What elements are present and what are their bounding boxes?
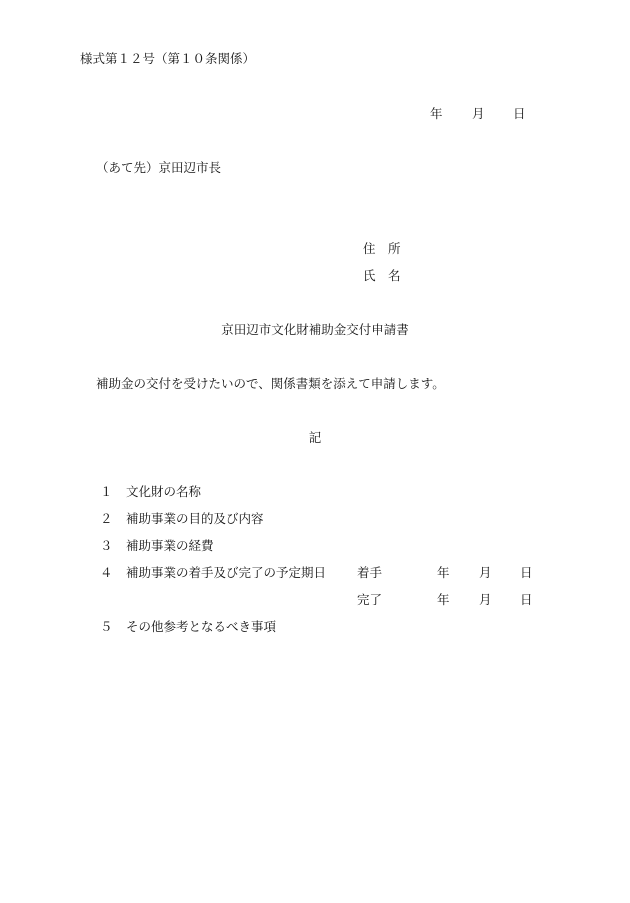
- end-day-label: 日: [520, 592, 533, 607]
- item-text: 補助事業の経費: [126, 538, 214, 553]
- item-number: ３: [100, 538, 113, 553]
- body-text: 補助金の交付を受けたいので、関係書類を添えて申請します。: [96, 376, 445, 391]
- name-label: 氏 名: [363, 268, 401, 283]
- item-text: その他参考となるべき事項: [126, 619, 277, 634]
- date-year-label: 年: [430, 106, 443, 121]
- date-day-label: 日: [513, 106, 526, 121]
- end-year-label: 年: [437, 592, 450, 607]
- item-text: 補助事業の目的及び内容: [126, 511, 264, 526]
- start-day-label: 日: [520, 565, 533, 580]
- item-number: ４: [100, 565, 113, 580]
- item-number: ５: [100, 619, 113, 634]
- end-month-label: 月: [479, 592, 492, 607]
- end-label: 完了: [357, 592, 383, 607]
- addressee: （あて先）京田辺市長: [96, 160, 222, 175]
- item-number: １: [100, 484, 113, 499]
- start-label: 着手: [357, 565, 383, 580]
- item-text: 文化財の名称: [126, 484, 202, 499]
- start-month-label: 月: [479, 565, 492, 580]
- form-number: 様式第１２号（第１０条関係）: [80, 51, 256, 66]
- start-year-label: 年: [437, 565, 450, 580]
- ki-label: 記: [308, 430, 322, 445]
- document-title: 京田辺市文化財補助金交付申請書: [221, 322, 409, 337]
- item-number: ２: [100, 511, 113, 526]
- address-label: 住 所: [363, 241, 401, 256]
- item-text: 補助事業の着手及び完了の予定期日: [126, 565, 327, 580]
- date-month-label: 月: [472, 106, 485, 121]
